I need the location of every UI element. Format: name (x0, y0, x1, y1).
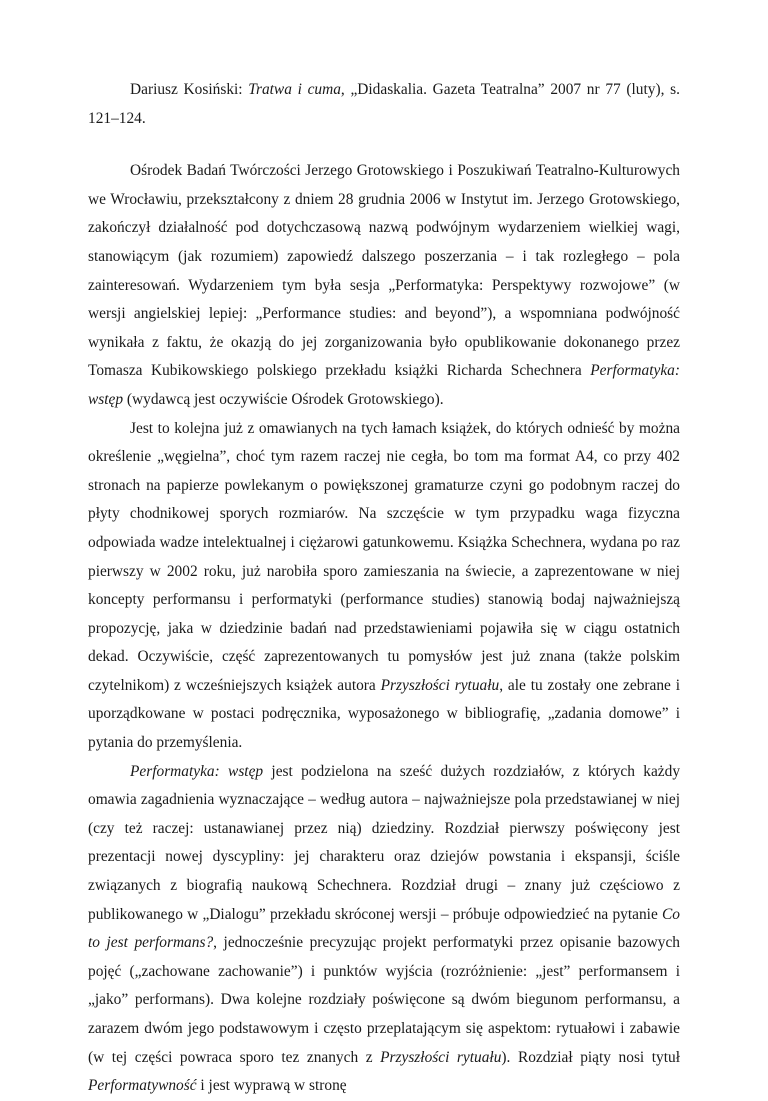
reference-author: Dariusz Kosiński: (130, 81, 249, 98)
chapter-title: Performatywność (88, 1077, 197, 1095)
reference-title: Tratwa i cuma (248, 81, 341, 98)
document-page (88, 76, 680, 1101)
reference-source: , „Didaskalia. Gazeta Teatralna” 2007 nr 77 (luty), s. 121–124. (88, 81, 680, 127)
bibliographic-reference (88, 76, 680, 133)
paragraph-1-text: Ośrodek Badań Twórczości Jerzego Grotowskiego i Poszukiwań Teatralno-Kulturowych we Wrocławiu, przekształcony z dniem 28 grudnia 2006 w Instytut im. Jerzego Grotowskiego, zakończył działalność pod dotychczasową nazwą podwójnym wydarzeniem wielkiej wagi, stanowiącym (jak rozumiem) zapowiedź dalszego poszerzania – i tak rozległego – pola zainteresowań. Wydarzeniem tym była sesja „Performatyka: Perspektywy rozwojowe” (w wersji angielskiej lepiej: „Performance studies: and beyond”), a wspomniana podwójność wynikała z faktu, że okazją do jej zorganizowania było opublikowanie dokonanego przez Tomasza Kubikowskiego polskiego przekładu książki Richarda Schechnera (88, 162, 680, 380)
paragraph-3-text: jest podzielona na sześć dużych rozdziałów, z których każdy omawia zagadnienia wyznaczające – według autora – najważniejsze pola przedstawianej w niej (czy też raczej: ustanawianej przez nią) dziedziny. Rozdział pierwszy poświęcony jest prezentacji nowej dyscypliny: jej charakteru oraz dziejów powstania i ekspansji, ściśle związanych z biografią naukową Schechnera. Rozdział drugi – znany już częściowo z publikowanego w „Dialogu” przekładu skróconej wersji – próbuje odpowiedzieć na pytanie (88, 762, 681, 923)
paragraph-1-text-end: (wydawcą jest oczywiście Ośrodek Grotowskiego). (123, 390, 444, 408)
paragraph-3 (88, 758, 680, 1101)
chapter-title: Co to jest performans? (88, 905, 680, 952)
paragraph-1 (88, 157, 680, 414)
paragraph-3-text-3: ). Rozdział piąty nosi tytuł (501, 1048, 680, 1066)
book-title: Performatyka: wstęp (130, 762, 264, 780)
book-title: Przyszłości rytuału (380, 676, 500, 694)
paragraph-3-text-2: , jednocześnie precyzując projekt performatyki przez opisanie bazowych pojęć („zachowane zachowanie”) i punktów wyjścia (rozróżnienie: „jest” performansem i „jako” performans). Dwa kolejne rozdziały poświęcone są dwóm biegunom performansu, a zarazem dwóm jego podstawowym i często przeplatającym się aspektom: rytuałowi i zabawie (w tej części powraca sporo tez znanych z (88, 934, 680, 1066)
paragraph-2 (88, 415, 680, 758)
paragraph-3-text-4: i jest wyprawą w stronę (196, 1077, 347, 1095)
book-title: Performatyka: wstęp (88, 362, 680, 408)
paragraph-2-text: Jest to kolejna już z omawianych na tych łamach książek, do których odnieść by można określenie „węgielna”, choć tym razem raczej nie cegła, bo tom ma format A4, co przy 402 stronach na papierze powlekanym o powiększonej gramaturze czyni go podobnym raczej do płyty chodnikowej sporych rozmiarów. Na szczęście w tym przypadku waga fizyczna odpowiada wadze intelektualnej i ciężarowi gatunkowemu. Książka Schechnera, wydana po raz pierwszy w 2002 roku, już narobiła sporo zamieszania na świecie, a zaprezentowane w niej koncepty performansu i performatyki (performance studies) stanowią bodaj najważniejszą propozycję, jaka w dziedzinie badań nad przedstawieniami pojawiła się w ciągu ostatnich dekad. Oczywiście, część zaprezentowanych tu pomysłów jest już znana (także polskim czytelnikom) z wcześniejszych książek autora (88, 419, 680, 694)
book-title: Przyszłości rytuału (380, 1048, 502, 1066)
paragraph-2-text-end: , ale tu zostały one zebrane i uporządkowane w postaci podręcznika, wyposażonego w bibliografię, „zadania domowe” i pytania do przemyślenia. (88, 676, 681, 752)
